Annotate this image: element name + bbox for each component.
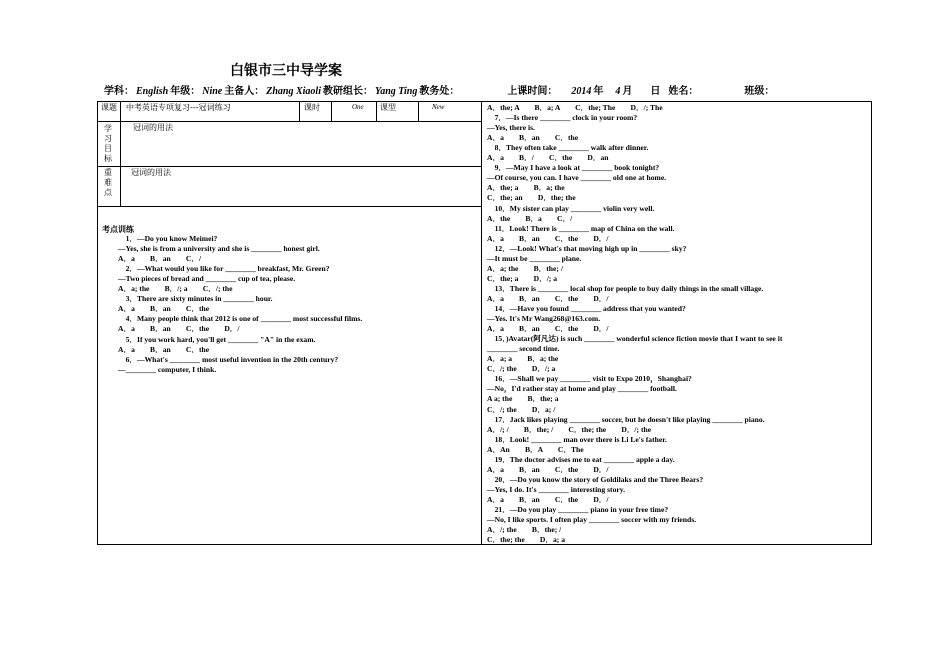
day-unit: 日 <box>650 86 661 97</box>
periods-value: One <box>352 103 364 111</box>
topic-label: 课题 <box>101 103 117 112</box>
document-title: 白银市三中导学案 <box>230 63 342 79</box>
left-question-line: 3．There are sixty minutes in ________ hour. <box>118 294 273 304</box>
right-question-line: —No, I like sports. I often play ________ soccer with my friends. <box>487 515 697 525</box>
row-divider-1 <box>98 121 481 122</box>
practice-title: 考点训练 <box>102 225 134 234</box>
grade-label: 年级： <box>170 86 201 97</box>
left-question-line: A．a B．an C．/ <box>118 254 202 264</box>
left-question-line: 4．Many people think that 2012 is one of ________ most successful films. <box>118 314 363 324</box>
type-label: 课型 <box>380 103 396 112</box>
right-question-line: ________ second time. <box>487 344 560 354</box>
goals-value: 冠词的用法 <box>133 123 173 132</box>
right-question-line: 7．—Is there ________ clock in your room? <box>487 113 638 123</box>
goals-label: 学习目标 <box>104 124 112 163</box>
right-question-line: C．/; the D．a; / <box>487 404 556 414</box>
right-question-line: A．the; A B．a; A C．the; The D．/; The <box>487 103 663 112</box>
right-question-line: A．a B．an C．the D．/ <box>487 324 609 334</box>
topic-cell-divider <box>299 102 300 121</box>
left-question-line: 6．—What's ________ most useful invention in the 20th century? <box>118 354 339 364</box>
leader-value: Yang Ting <box>375 86 418 97</box>
right-question-line: A．/; the B．the; / <box>487 525 562 535</box>
label-column-divider <box>120 102 121 206</box>
worksheet-table <box>97 101 872 545</box>
right-question-line: 12．—Look! What's that moving high up in ________ sky? <box>487 243 687 253</box>
row-divider-3 <box>98 206 481 207</box>
right-question-line: —Yes, I do. It's ________ interesting story. <box>487 484 626 494</box>
right-question-line: C．the; an D．the; the <box>487 193 576 203</box>
year-value: 2014 <box>571 86 592 97</box>
month-value: 4 <box>615 86 621 97</box>
column-divider <box>481 102 482 544</box>
subject-label: 学科： <box>104 86 134 97</box>
right-question-line: 21．—Do you play ________ piano in your free time? <box>487 505 669 514</box>
type-cell-divider <box>418 102 419 121</box>
right-question-line: C．the; the D．a; a <box>487 535 566 545</box>
left-question-line: —Yes, she is from a university and she is ________ honest girl. <box>118 244 320 254</box>
subject-value: English <box>136 86 169 97</box>
keypoints-value: 冠词的用法 <box>131 168 171 177</box>
right-question-line: 19．The doctor advises me to eat ________ apple a day. <box>487 454 675 464</box>
topic-value: 中考英语专项复习---冠词练习 <box>126 103 231 112</box>
periods-cell-divider <box>331 102 332 121</box>
row-divider-2 <box>98 166 481 167</box>
year-unit: 年 <box>593 86 604 97</box>
left-question-line: A．a B．an C．the <box>118 304 210 314</box>
left-question-line: A．a B．an C．the D．/ <box>118 324 240 334</box>
right-question-line: —Yes, there is. <box>487 123 535 133</box>
right-question-line: A．a; the B．the; / <box>487 263 563 273</box>
right-question-line: 15．)Avatar(阿凡达) is such ________ wonderful science fiction movie that I want to see it <box>487 334 783 344</box>
left-question-line: 2．—What would you like for ________ breakfast, Mr. Green? <box>118 264 330 274</box>
right-question-line: A．a B．an C．the D．/ <box>487 233 609 243</box>
right-question-line: C．the; a D．/; a <box>487 273 558 283</box>
name-label: 姓名： <box>668 86 699 97</box>
left-question-line: 1．—Do you know Meimei? <box>118 234 218 243</box>
preparer-label: 主备人： <box>224 86 265 97</box>
right-question-line: 8．They often take ________ walk after dinner. <box>487 143 649 153</box>
header-meta-row <box>104 82 776 97</box>
right-question-line: 9．—May I have a look at ________ book tonight? <box>487 163 660 173</box>
left-question-line: 5．If you work hard, you'll get ________ "A" in the exam. <box>118 334 316 344</box>
class-label: 班级： <box>744 86 775 97</box>
month-unit: 月 <box>622 86 633 97</box>
right-question-line: 14．—Have you found ________ address that you wanted? <box>487 304 686 313</box>
right-question-line: A．a B．an C．the <box>487 133 579 143</box>
right-question-line: A．An B．A C．The <box>487 444 584 454</box>
left-question-line: —________ computer, I think. <box>118 364 217 374</box>
right-question-line: 17．Jack likes playing ________ soccer, but he doesn't like playing ________ piano. <box>487 414 765 424</box>
office-label: 教务处： <box>419 86 460 97</box>
right-question-line: —No，I'd rather stay at home and play ________ football. <box>487 384 677 394</box>
periods-label: 课时 <box>304 103 320 112</box>
right-question-line: —Of course, you can. I have ________ old one at home. <box>487 173 667 183</box>
right-question-line: A．the B．a C．/ <box>487 213 573 223</box>
right-question-line: 11．Look! There is ________ map of China on the wall. <box>487 223 675 233</box>
leader-label: 教研组长： <box>323 86 373 97</box>
left-question-line: A．a; the B．/; a C．/; the <box>118 284 233 294</box>
preparer-value: Zhang Xiaoli <box>266 86 321 97</box>
right-question-line: 10．My sister can play ________ violin very well. <box>487 203 655 213</box>
right-question-line: A．the; a B．a; the <box>487 183 565 193</box>
right-question-line: —Yes. It's Mr Wang268@163.com. <box>487 314 601 324</box>
class-time-label: 上课时间： <box>507 86 558 97</box>
left-question-line: A．a B．an C．the <box>118 344 210 354</box>
right-question-line: A a; the B．the; a <box>487 394 559 404</box>
keypoints-label: 重难点 <box>104 168 112 197</box>
right-question-line: A．a; a B．a; the <box>487 354 559 364</box>
type-value: New <box>432 103 445 111</box>
right-question-line: 20．—Do you know the story of Goldilaks and the Three Bears? <box>487 474 704 484</box>
right-question-line: C．/; the D．/; a <box>487 364 556 374</box>
type-label-divider <box>376 102 377 121</box>
right-question-line: A．a B．/ C．the D．an <box>487 153 609 163</box>
right-question-line: A．a B．an C．the D．/ <box>487 464 609 474</box>
right-question-line: A．a B．an C．the D．/ <box>487 494 609 504</box>
right-question-line: 13．There is ________ local shop for people to buy daily things in the small village. <box>487 283 764 293</box>
right-question-line: A．/; / B．the; / C．the; the D．/; the <box>487 424 652 434</box>
right-question-line: A．a B．an C．the D．/ <box>487 293 609 303</box>
left-question-line: —Two pieces of bread and ________ cup of tea, please. <box>118 274 296 284</box>
right-question-line: 18．Look! ________ man over there is Li Le's father. <box>487 434 667 444</box>
grade-value: Nine <box>202 86 223 97</box>
right-question-line: —It must be ________ plane. <box>487 253 582 263</box>
right-question-line: 16．—Shall we pay ________ visit to Expo 2010，Shanghai? <box>487 374 692 384</box>
